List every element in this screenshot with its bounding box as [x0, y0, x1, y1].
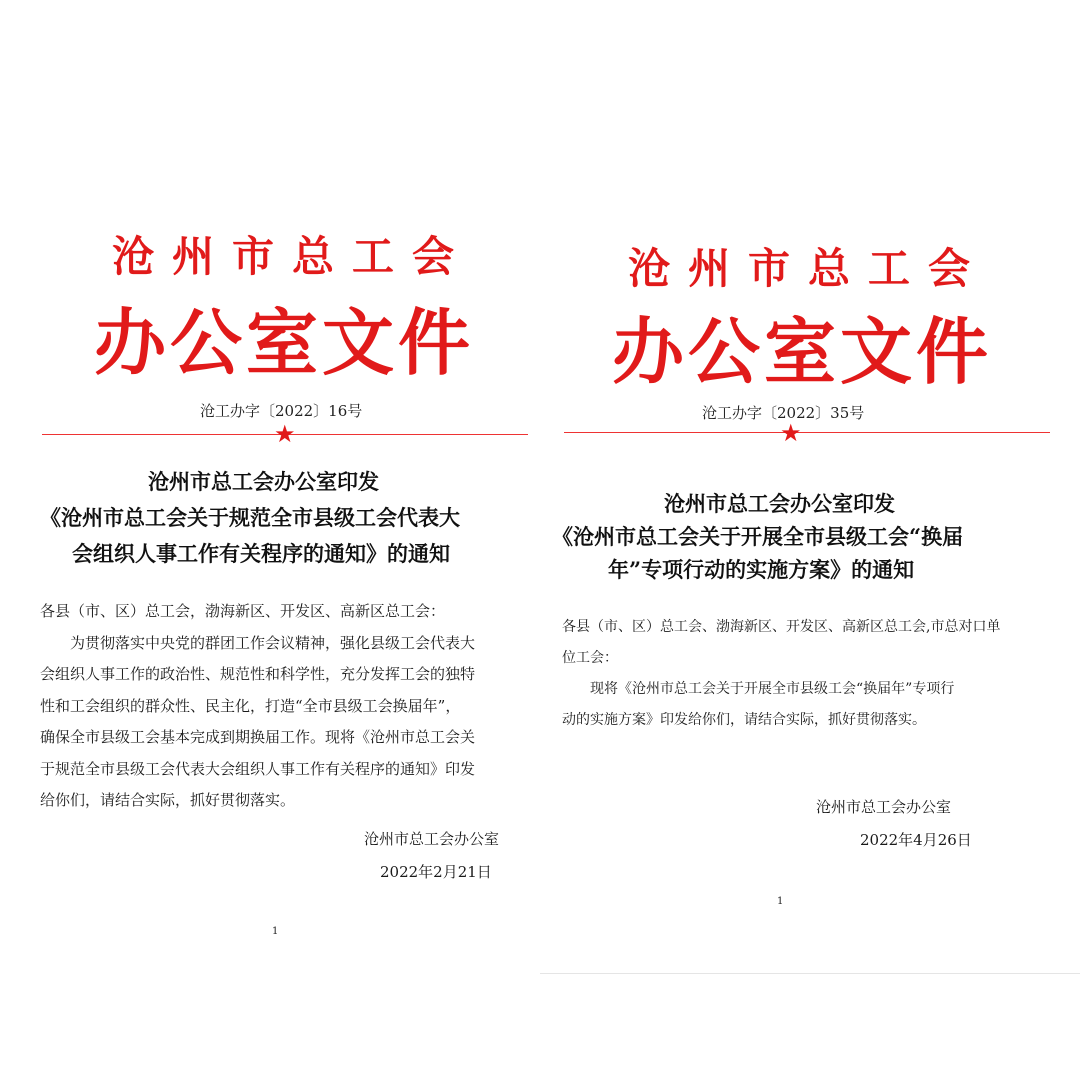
addressee-line: 位工会： — [562, 650, 618, 666]
date: 2022年2月21日 — [380, 863, 492, 881]
document-title-line-3: 年”专项行动的实施方案》的通知 — [608, 557, 915, 582]
document-right — [540, 0, 1080, 1078]
body-line: 确保全市县级工会基本完成到期换届工作。现将《沧州市总工会关 — [40, 728, 476, 746]
document-title-line-1: 沧州市总工会办公室印发 — [148, 469, 379, 494]
page-bottom-edge — [540, 973, 1080, 974]
addressee: 各县（市、区）总工会，渤海新区、开发区、高新区总工会： — [40, 602, 446, 620]
document-title-line-2: 《沧州市总工会关于规范全市县级工会代表大 — [40, 505, 460, 530]
org-name-header: 沧州市总工会 — [112, 232, 473, 281]
signer: 沧州市总工会办公室 — [816, 798, 952, 816]
red-star-icon: ★ — [274, 420, 296, 448]
page-number: 1 — [272, 926, 279, 937]
document-title-line-2: 《沧州市总工会关于开展全市县级工会“换届 — [552, 524, 964, 549]
document-body — [562, 612, 1062, 736]
file-title-header: 办公室文件 — [94, 300, 475, 385]
red-divider-line — [564, 432, 1050, 433]
signer: 沧州市总工会办公室 — [364, 830, 500, 848]
body-line: 现将《沧州市总工会关于开展全市县级工会“换届年”专项行 — [590, 681, 955, 697]
document-title-line-1: 沧州市总工会办公室印发 — [664, 491, 895, 516]
body-line: 于规范全市县级工会代表大会组织人事工作有关程序的通知》印发 — [40, 759, 476, 778]
page-number: 1 — [777, 896, 784, 907]
document-body — [40, 596, 520, 817]
body-line: 会组织人事工作的政治性、规范性和科学性，充分发挥工会的独特 — [40, 665, 476, 683]
file-title-header: 办公室文件 — [612, 309, 993, 394]
addressee-line: 各县（市、区）总工会、渤海新区、开发区、高新区总工会,市总对口单 — [562, 619, 1001, 635]
body-line: 给你们，请结合实际，抓好贯彻落实。 — [40, 791, 296, 809]
document-number: 沧工办字〔2022〕35号 — [702, 404, 865, 422]
org-name-header: 沧州市总工会 — [628, 244, 989, 293]
document-title-line-3: 会组织人事工作有关程序的通知》的通知 — [72, 541, 450, 566]
date: 2022年4月26日 — [860, 831, 972, 849]
body-line: 性和工会组织的群众性、民主化，打造“全市县级工会换届年”， — [40, 696, 461, 715]
red-star-icon: ★ — [780, 419, 802, 447]
body-line: 为贯彻落实中央党的群团工作会议精神，强化县级工会代表大 — [70, 633, 476, 652]
document-number: 沧工办字〔2022〕16号 — [200, 402, 363, 420]
body-line: 动的实施方案》印发给你们，请结合实际，抓好贯彻落实。 — [562, 712, 926, 728]
